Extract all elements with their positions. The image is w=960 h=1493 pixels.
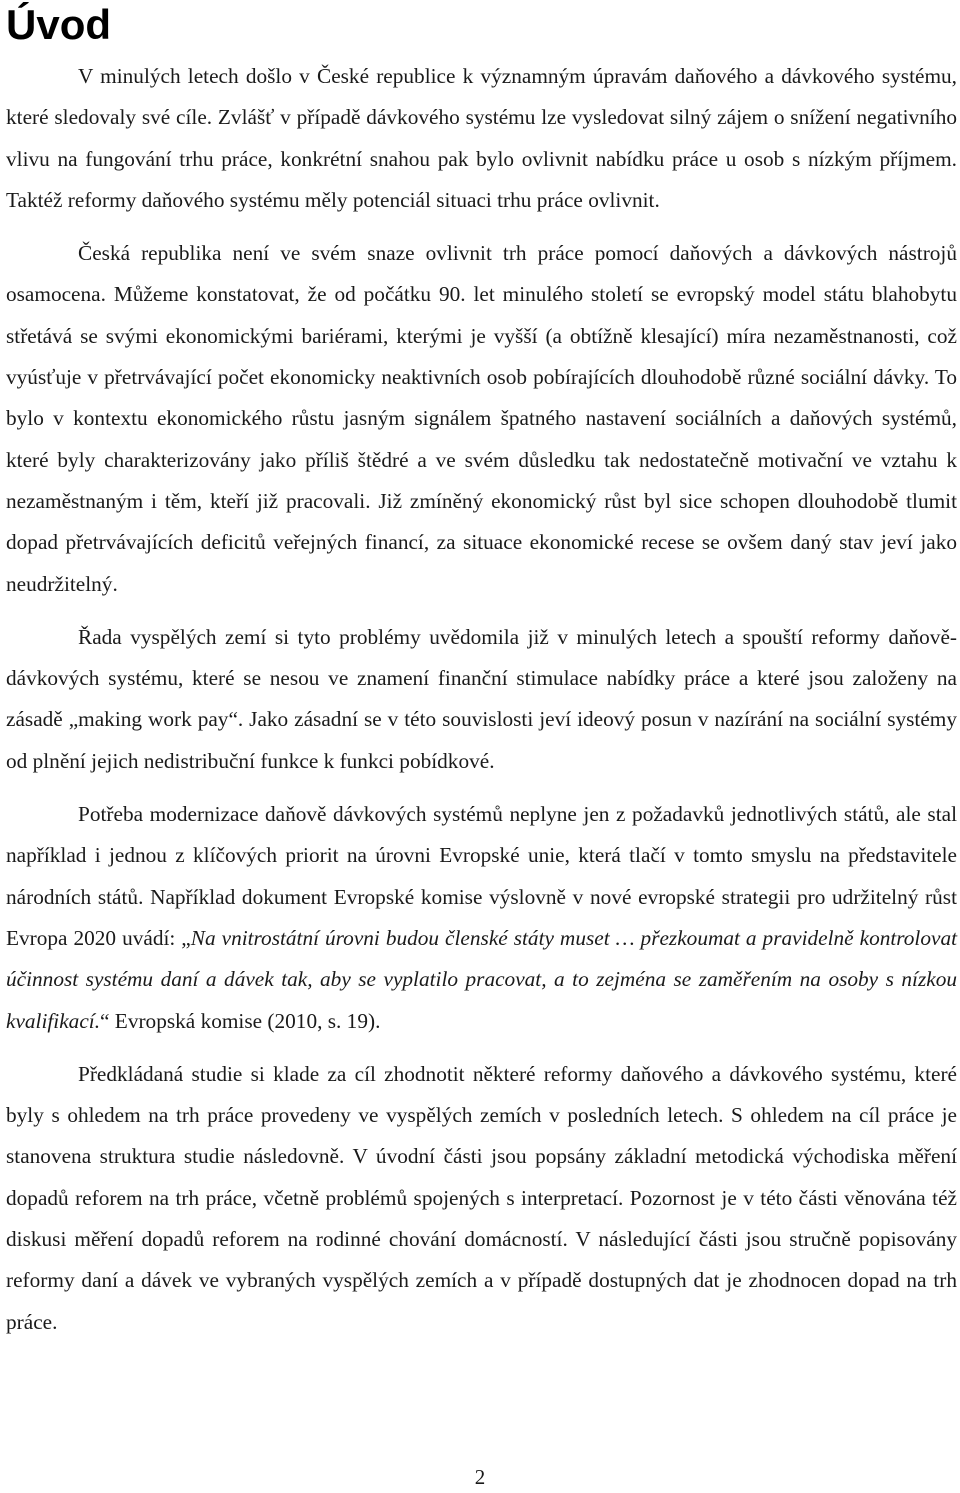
page-number: 2: [474, 1465, 486, 1489]
citation: “ Evropská komise (2010, s. 19).: [100, 1008, 381, 1033]
paragraph-4-lead: Potřeba modernizace daňově dávkových systémů neplyne jen z požadavků jednotlivých států, ale stal například i jednou z klíčových priorit na úrovni Evropské unie, která tlačí v tomto smyslu na představitele národních států. Například dokument Evropské komise výslovně v nové evropské strategii pro udržitelný růst Evropa 2020 uvádí: „: [6, 802, 957, 950]
paragraph-2: Česká republika není ve svém snaze ovlivnit trh práce pomocí daňových a dávkových nástrojů osamocena. Můžeme konstatovat, že od počátku 90. let minulého století se evropský model státu blahobytu střetává se svými ekonomickými bariérami, kterými je vyšší (a obtížně klesající) míra nezaměstnanosti, což vyúsťuje v přetrvávající počet ekonomicky neaktivních osob pobírajících dlouhodobě různé sociální dávky. To bylo v kontextu ekonomického růstu jasným signálem špatného nastavení sociálních a daňových systémů, které byly charakterizovány jako příliš štědré a ve svém důsledku tak nedostatečně motivační ve vztahu k nezaměstnaným i těm, kteří již pracovali. Již zmíněný ekonomický růst byl sice schopen dlouhodobě tlumit dopad přetrvávajících deficitů veřejných financí, za situace ekonomické recese se ovšem daný stav jeví jako neudržitelný.: [6, 241, 957, 596]
page-title: Úvod: [6, 1, 111, 48]
quotation-italic: Na vnitrostátní úrovni budou členské státy muset … přezkoumat a pravidelně kontrolovat účinnost systému daní a dávek tak, aby se vyplatilo pracovat, a to zejména se zaměřením na osoby s nízkou kvalifikací.: [6, 925, 958, 1033]
paragraph-3: Řada vyspělých zemí si tyto problémy uvědomila již v minulých letech a spouští reformy daňově-dávkových systému, které se nesou ve znamení finanční stimulace nabídky práce a které jsou založeny na zásadě „making work pay“. Jako zásadní se v této souvislosti jeví ideový posun v nazírání na sociální systémy od plnění jejich nedistribuční funkce k funkci pobídkové.: [6, 624, 957, 773]
paragraph-1: V minulých letech došlo v České republice k významným úpravám daňového a dávkového systému, které sledovaly své cíle. Zvlášť v případě dávkového systému lze vysledovat silný zájem o snížení negativního vlivu na fungování trhu práce, konkrétní snahou pak bylo ovlivnit nabídku práce u osob s nízkým příjmem. Taktéž reformy daňového systému měly potenciál situaci trhu práce ovlivnit.: [6, 64, 957, 212]
body-text: [6, 56, 957, 1343]
paragraph-4: [6, 794, 957, 1042]
paragraph-5: Předkládaná studie si klade za cíl zhodnotit některé reformy daňového a dávkového systému, které byly s ohledem na trh práce provedeny ve vyspělých zemích v posledních letech. S ohledem na cíl práce je stanovena struktura studie následovně. V úvodní části jsou popsány základní metodická východiska měření dopadů reforem na trh práce, včetně problémů spojených s interpretací. Pozornost je v této části věnována též diskusi měření dopadů reforem na rodinné chování domácností. V následující části jsou stručně popisovány reformy daní a dávek ve vybraných vyspělých zemích a v případě dostupných dat je zhodnocen dopad na trh práce.: [6, 1061, 957, 1334]
